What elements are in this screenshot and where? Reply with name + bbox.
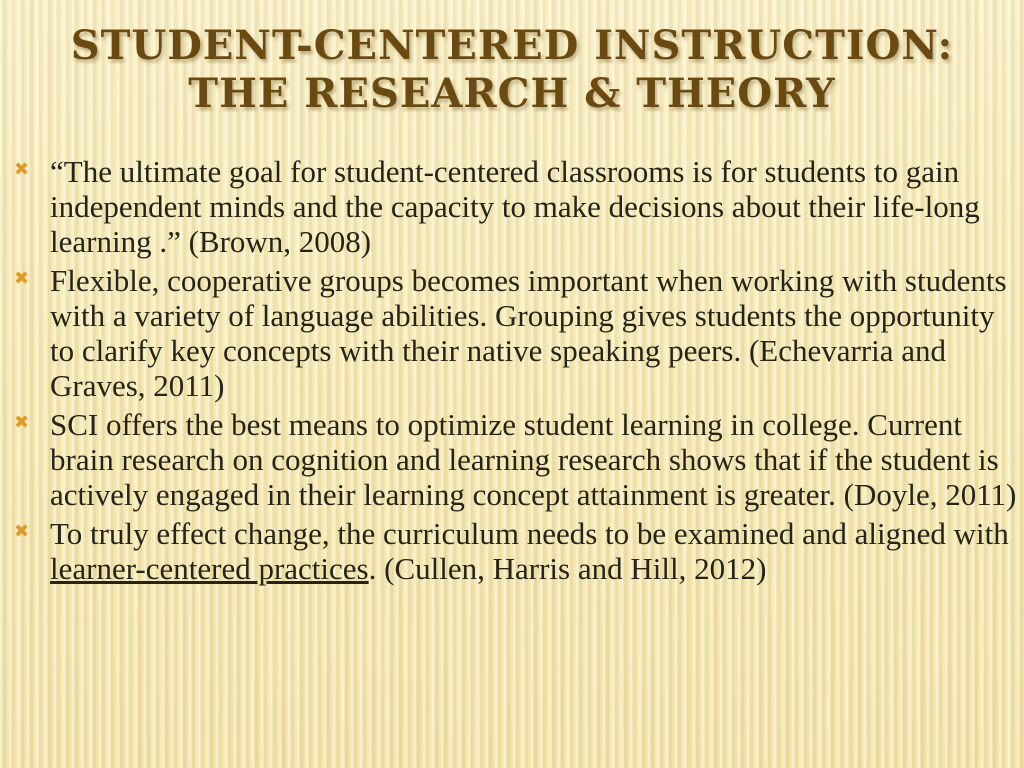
bullet-text-after-link: . (Cullen, Harris and Hill, 2012) — [368, 551, 767, 586]
bullet-text: Flexible, cooperative groups becomes important when working with students with a variety of language abilities. Grouping gives students the opportunity to clarify key concepts with their native speaking peers. (Echevarria and Graves, 2011) — [50, 263, 1007, 403]
bullet-item-doyle — [14, 407, 1018, 512]
bullet-text: SCI offers the best means to optimize student learning in college. Current brain research on cognition and learning research shows that if the student is actively engaged in their learning concept attainment is greater. (Doyle, 2011) — [50, 407, 1017, 512]
bullet-item-brown — [14, 154, 1018, 259]
bullet-text-before-link: To truly effect change, the curriculum needs to be examined and aligned with — [50, 516, 1009, 551]
title-line-1: STUDENT-CENTERED INSTRUCTION: — [70, 22, 954, 69]
x-mark-icon: ✖ — [14, 412, 30, 433]
bullet-item-echevarria — [14, 263, 1018, 403]
bullet-list — [14, 154, 1018, 590]
bullet-item-cullen — [14, 516, 1018, 586]
bullet-text: “The ultimate goal for student-centered classrooms is for students to gain independent minds and the capacity to make decisions about their life-long learning .” (Brown, 2008) — [50, 154, 980, 259]
x-mark-icon: ✖ — [14, 268, 30, 289]
learner-centered-practices-link[interactable]: learner-centered practices — [50, 551, 369, 586]
x-mark-icon: ✖ — [14, 521, 30, 542]
title-line-2: THE RESEARCH & THEORY — [188, 70, 836, 117]
slide-title — [0, 22, 1024, 118]
x-mark-icon: ✖ — [14, 159, 30, 180]
